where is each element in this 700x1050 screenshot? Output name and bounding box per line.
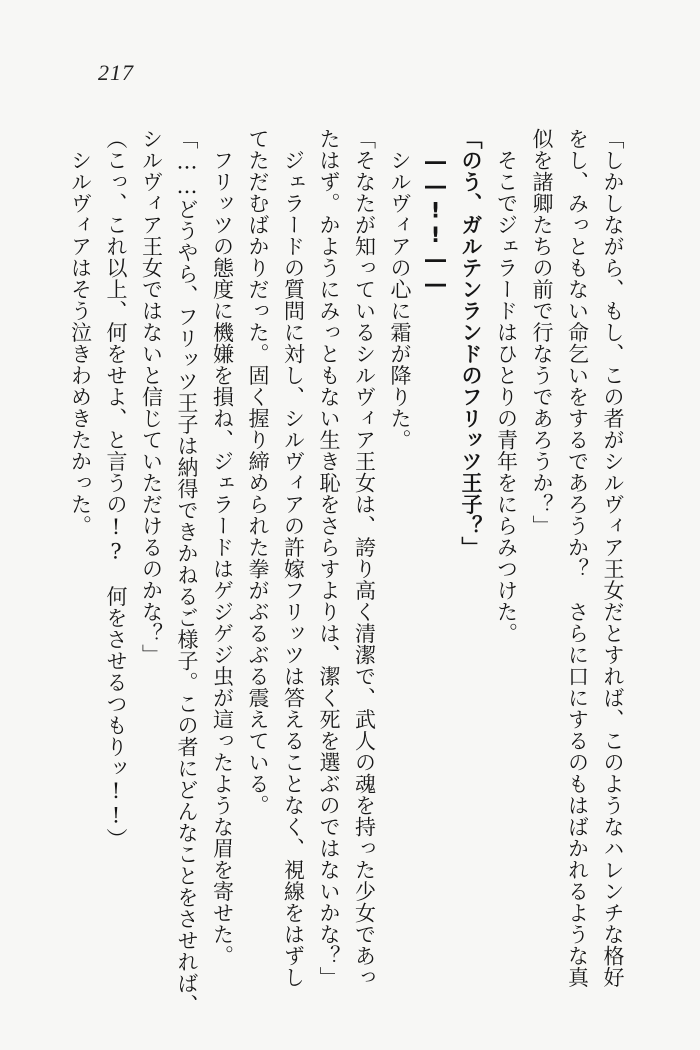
text-line: 「……どうやら、フリッツ王子は納得できかねるご様子。この者にどんなことをさせれば、 <box>175 128 199 1016</box>
text-line: てただむばかりだった。固く握り締められた拳がぶるぶる震えている。 <box>246 128 270 816</box>
text-line-bold: 「のう、ガルテンランドのフリッツ王子？」 <box>459 128 483 558</box>
text-line: シルヴィア王女ではないと信じていただけるのかな？」 <box>139 128 164 666</box>
text-line: フリッツの態度に機嫌を損ね、ジェラードはゲジゲジ虫が這ったような眉を寄せた。 <box>210 128 235 967</box>
text-line: たはず。かようにみっともない生き恥をさらすよりは、潔く死を選ぶのではないかな？」 <box>317 128 341 988</box>
vertical-text-body <box>68 128 630 1016</box>
text-line: 「そなたが知っているシルヴィア王女は、誇り高く清潔で、武人の魂を持った少女であっ <box>352 128 377 988</box>
text-line: 「しかしながら、もし、この者がシルヴィア王女だとすれば、このようなハレンチな格好 <box>601 128 625 988</box>
text-line: シルヴィアの心に霜が降りた。 <box>388 128 412 451</box>
text-line: シルヴィアはそう泣きわめきたかった。 <box>68 128 93 537</box>
text-line: そこでジェラードはひとりの青年をにらみつけた。 <box>494 128 519 644</box>
text-line: ジェラードの質問に対し、シルヴィアの許嫁フリッツは答えることなく、視線をはずし <box>281 128 306 988</box>
text-line: をし、みっともない命乞いをするであろうか？ さらに口にするのもはばかれるような真 <box>565 128 590 988</box>
page-number: 217 <box>98 60 134 85</box>
text-line-bold: ――!!―― <box>423 128 448 297</box>
text-line: （こっ、これ以上、何をせよ、と言うの!? 何をさせるつもりッ!!） <box>104 128 128 850</box>
text-line: 似を諸卿たちの前で行なうであろうか？」 <box>530 128 554 537</box>
